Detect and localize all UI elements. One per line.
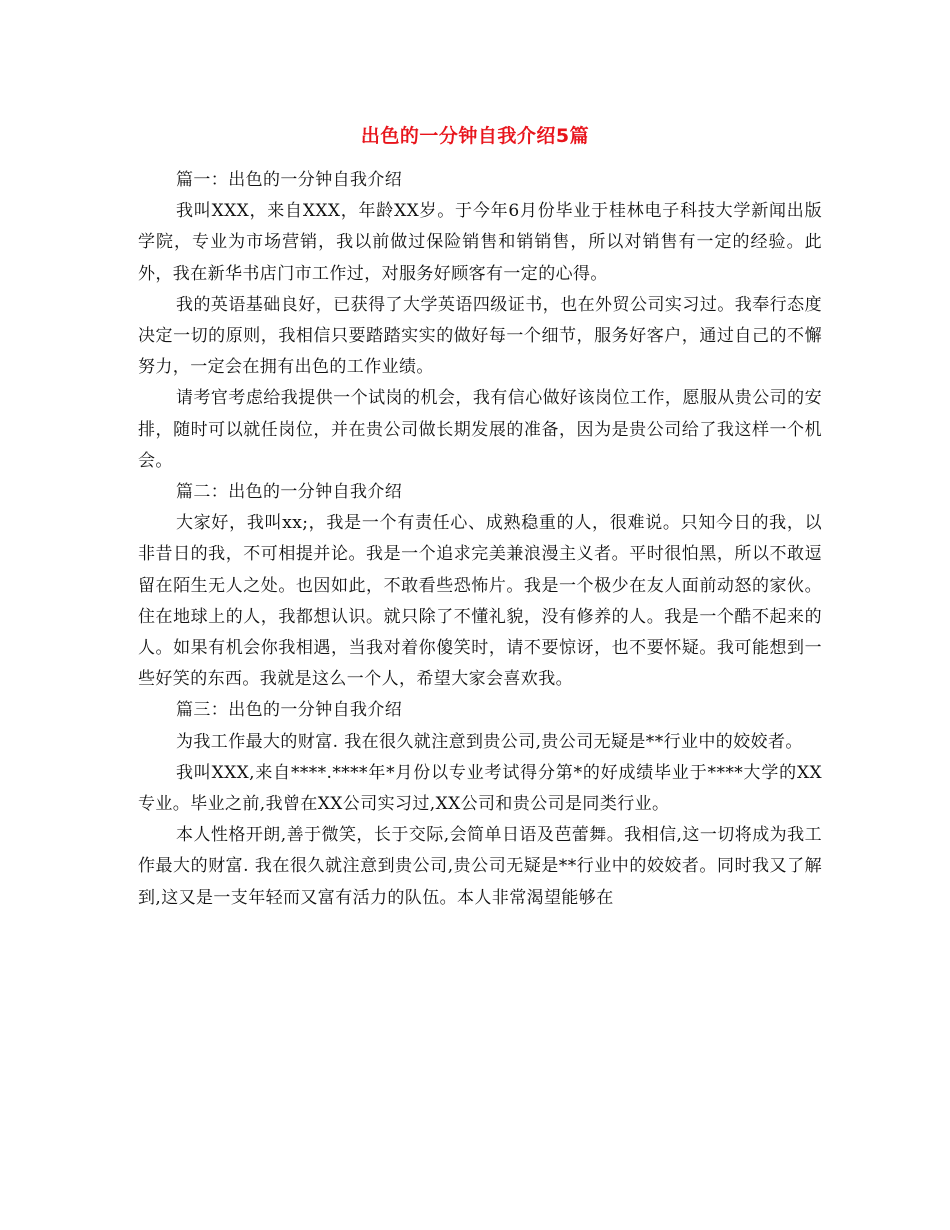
section-heading-3: 篇三：出色的一分钟自我介绍 [176, 700, 403, 721]
section-heading-2: 篇二：出色的一分钟自我介绍 [176, 482, 403, 503]
paragraph: 我的英语基础良好，已获得了大学英语四级证书，也在外贸公司实习过。我奉行态度决定一切的原则，我相信只要踏踏实实的做好每一个细节，服务好客户，通过自己的不懈努力，一定会在拥有出色的工作业绩。 [138, 294, 822, 378]
paragraph: 大家好，我叫xx;，我是一个有责任心、成熟稳重的人，很难说。只知今日的我，以非昔日的我，不可相提并论。我是一个追求完美兼浪漫主义者。平时很怕黑，所以不敢逗留在陌生无人之处。也因如此，不敢看些恐怖片。我是一个极少在友人面前动怒的家伙。住在地球上的人，我都想认识。就只除了不懂礼貌，没有修养的人。我是一个酷不起来的人。如果有机会你我相遇，当我对着你傻笑时，请不要惊讶，也不要怀疑。我可能想到一些好笑的东西。我就是这么一个人，希望大家会喜欢我。 [138, 513, 822, 690]
paragraph: 为我工作最大的财富. 我在很久就注意到贵公司,贵公司无疑是**行业中的姣姣者。 [176, 731, 803, 752]
document-title: 出色的一分钟自我介绍5篇 [360, 125, 590, 147]
paragraph: 请考官考虑给我提供一个试岗的机会，我有信心做好该岗位工作，愿服从贵公司的安排，随时可以就任岗位，并在贵公司做长期发展的准备，因为是贵公司给了我这样一个机会。 [138, 388, 822, 471]
section-heading-1: 篇一：出色的一分钟自我介绍 [176, 170, 403, 190]
paragraph: 本人性格开朗,善于微笑，长于交际,会简单日语及芭蕾舞。我相信,这一切将成为我工作最大的财富. 我在很久就注意到贵公司,贵公司无疑是**行业中的姣姣者。同时我又了解到,这又是一支年轻而又富有活力的队伍。本人非常渴望能够在 [138, 825, 822, 908]
document-body [138, 165, 822, 914]
paragraph: 我叫XXX，来自XXX，年龄XX岁。于今年6月份毕业于桂林电子科技大学新闻出版学院，专业为市场营销，我以前做过保险销售和销销售，所以对销售有一定的经验。此外，我在新华书店门市工作过，对服务好顾客有一定的心得。 [138, 201, 822, 284]
paragraph: 我叫XXX,来自****.****年*月份以专业考试得分第*的好成绩毕业于****大学的XX专业。毕业之前,我曾在XX公司实习过,XX公司和贵公司是同类行业。 [138, 762, 822, 815]
